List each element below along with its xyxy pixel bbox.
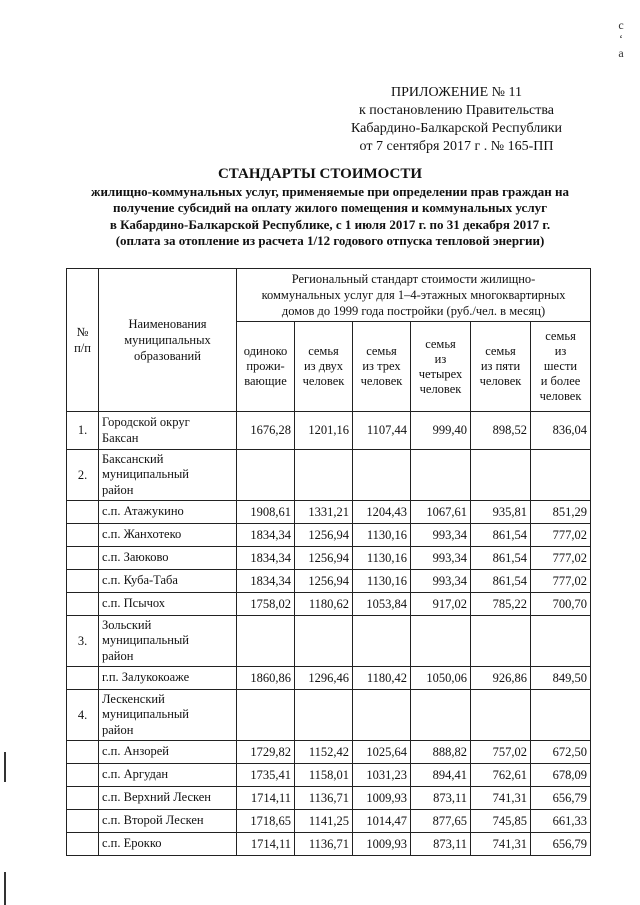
corner-marks — [614, 18, 628, 60]
cost-value: 1331,21 — [295, 501, 353, 524]
header-regional-standard: Региональный стандарт стоимости жилищно- коммунальных услуг для 1–4-этажных многоквартирных домов до 1999 года постройки (руб./чел. в месяц) — [237, 269, 591, 322]
cost-value — [237, 450, 295, 501]
cost-value: 1908,61 — [237, 501, 295, 524]
cost-value: 861,54 — [471, 570, 531, 593]
cost-value: 1256,94 — [295, 547, 353, 570]
cost-value: 1834,34 — [237, 524, 295, 547]
cost-value: 836,04 — [531, 412, 591, 450]
header-family-size: семья из трех человек — [353, 322, 411, 412]
cost-value: 1201,16 — [295, 412, 353, 450]
cost-value — [531, 690, 591, 741]
row-number — [67, 501, 99, 524]
cost-value: 672,50 — [531, 741, 591, 764]
table-row — [67, 810, 591, 833]
cost-value — [237, 616, 295, 667]
cost-value: 757,02 — [471, 741, 531, 764]
cost-value: 873,11 — [411, 787, 471, 810]
row-number — [67, 667, 99, 690]
cost-value: 777,02 — [531, 547, 591, 570]
subtitle-line: жилищно-коммунальных услуг, применяемые при определении прав граждан на — [91, 184, 569, 199]
cost-value: 1256,94 — [295, 570, 353, 593]
cost-value: 1130,16 — [353, 570, 411, 593]
cost-value: 1834,34 — [237, 570, 295, 593]
cost-value: 1158,01 — [295, 764, 353, 787]
cost-value — [411, 616, 471, 667]
margin-mark — [4, 872, 6, 905]
municipality-name: с.п. Анзорей — [99, 741, 237, 764]
municipality-name: с.п. Аргудан — [99, 764, 237, 787]
header-family-size: семья из пяти человек — [471, 322, 531, 412]
table-row — [67, 616, 591, 667]
cost-value: 861,54 — [471, 524, 531, 547]
header-family-size: семья из четырех человек — [411, 322, 471, 412]
cost-value: 785,22 — [471, 593, 531, 616]
cost-value: 762,61 — [471, 764, 531, 787]
cost-value: 1735,41 — [237, 764, 295, 787]
cost-value: 1107,44 — [353, 412, 411, 450]
cost-value: 1204,43 — [353, 501, 411, 524]
cost-value: 741,31 — [471, 787, 531, 810]
cost-value: 745,85 — [471, 810, 531, 833]
row-number: 4. — [67, 690, 99, 741]
cost-value: 888,82 — [411, 741, 471, 764]
cost-value: 656,79 — [531, 787, 591, 810]
table-row — [67, 547, 591, 570]
municipality-name: с.п. Атажукино — [99, 501, 237, 524]
cost-value: 1136,71 — [295, 787, 353, 810]
cost-value: 1136,71 — [295, 833, 353, 856]
cost-value: 1009,93 — [353, 787, 411, 810]
cost-value: 1860,86 — [237, 667, 295, 690]
cost-value: 700,70 — [531, 593, 591, 616]
cost-value: 1014,47 — [353, 810, 411, 833]
cost-value — [471, 616, 531, 667]
appendix-republic: Кабардино-Балкарской Республики — [351, 121, 562, 136]
municipality-name: с.п. Жанхотеко — [99, 524, 237, 547]
cost-value: 678,09 — [531, 764, 591, 787]
cost-value — [471, 450, 531, 501]
cost-value — [531, 616, 591, 667]
cost-value: 1130,16 — [353, 547, 411, 570]
cost-value — [295, 450, 353, 501]
subtitle-line: получение субсидий на оплату жилого помещения и коммунальных услуг — [112, 200, 548, 216]
cost-value: 1009,93 — [353, 833, 411, 856]
header-family-size: семья из двух человек — [295, 322, 353, 412]
cost-value: 873,11 — [411, 833, 471, 856]
municipality-name: с.п. Ерокко — [99, 833, 237, 856]
row-number — [67, 764, 99, 787]
cost-value — [411, 450, 471, 501]
cost-value: 1676,28 — [237, 412, 295, 450]
cost-value — [411, 690, 471, 741]
appendix-number: ПРИЛОЖЕНИЕ № 11 — [391, 85, 522, 100]
row-number — [67, 570, 99, 593]
table-row — [67, 667, 591, 690]
row-number — [67, 787, 99, 810]
header-number: № п/п — [67, 269, 99, 412]
cost-value: 661,33 — [531, 810, 591, 833]
municipality-name: с.п. Второй Лескен — [99, 810, 237, 833]
table-row — [67, 593, 591, 616]
municipality-name: с.п. Псычох — [99, 593, 237, 616]
cost-value: 1053,84 — [353, 593, 411, 616]
municipality-name: с.п. Куба-Таба — [99, 570, 237, 593]
municipality-name: с.п. Заюково — [99, 547, 237, 570]
appendix-date: от 7 сентября 2017 г . № 165-ПП — [359, 139, 554, 154]
municipality-name: Городской округ Баксан — [99, 412, 237, 450]
cost-value: 849,50 — [531, 667, 591, 690]
cost-value — [353, 616, 411, 667]
appendix-block — [351, 84, 562, 156]
cost-value — [295, 616, 353, 667]
corner-mark: ‘ — [619, 32, 623, 46]
cost-value: 1834,34 — [237, 547, 295, 570]
cost-value: 851,29 — [531, 501, 591, 524]
cost-value: 1067,61 — [411, 501, 471, 524]
municipality-name: Лескенский муниципальный район — [99, 690, 237, 741]
table-row — [67, 524, 591, 547]
table-row — [67, 570, 591, 593]
cost-value: 1031,23 — [353, 764, 411, 787]
appendix-decree: к постановлению Правительства — [358, 103, 555, 118]
cost-value — [295, 690, 353, 741]
cost-value: 877,65 — [411, 810, 471, 833]
cost-value: 935,81 — [471, 501, 531, 524]
cost-value: 1714,11 — [237, 833, 295, 856]
cost-value: 1729,82 — [237, 741, 295, 764]
cost-value — [531, 450, 591, 501]
header-municipality: Наименования муниципальных образований — [99, 269, 237, 412]
cost-value: 1130,16 — [353, 524, 411, 547]
subtitle-line: в Кабардино-Балкарской Республике, с 1 июля 2017 г. по 31 декабря 2017 г. — [109, 216, 551, 232]
corner-mark: с — [618, 18, 624, 32]
cost-value: 656,79 — [531, 833, 591, 856]
header-family-size: одиноко прожи- вающие — [237, 322, 295, 412]
table-row — [67, 787, 591, 810]
cost-value: 741,31 — [471, 833, 531, 856]
cost-value: 993,34 — [411, 547, 471, 570]
margin-mark — [4, 752, 6, 782]
table-row — [67, 501, 591, 524]
municipality-name: Баксанский муниципальный район — [99, 450, 237, 501]
cost-value: 894,41 — [411, 764, 471, 787]
subtitle-line: (оплата за отопление из расчета 1/12 годового отпуска тепловой энергии) — [115, 233, 545, 249]
cost-value: 777,02 — [531, 570, 591, 593]
cost-value — [471, 690, 531, 741]
cost-value: 1025,64 — [353, 741, 411, 764]
row-number — [67, 593, 99, 616]
table-row — [67, 690, 591, 741]
document-subtitle — [40, 184, 620, 250]
document-title: СТАНДАРТЫ СТОИМОСТИ — [217, 166, 423, 182]
cost-value: 1256,94 — [295, 524, 353, 547]
row-number — [67, 547, 99, 570]
cost-value — [353, 690, 411, 741]
cost-value: 1152,42 — [295, 741, 353, 764]
cost-value: 1714,11 — [237, 787, 295, 810]
cost-value: 926,86 — [471, 667, 531, 690]
cost-value: 1180,62 — [295, 593, 353, 616]
row-number: 3. — [67, 616, 99, 667]
standards-table — [66, 268, 591, 856]
municipality-name: г.п. Залукокоаже — [99, 667, 237, 690]
cost-value: 1141,25 — [295, 810, 353, 833]
header-family-size: семья из шести и более человек — [531, 322, 591, 412]
row-number: 1. — [67, 412, 99, 450]
row-number — [67, 810, 99, 833]
table-row — [67, 833, 591, 856]
cost-value: 1050,06 — [411, 667, 471, 690]
cost-value: 1758,02 — [237, 593, 295, 616]
cost-value: 993,34 — [411, 570, 471, 593]
municipality-name: Зольский муниципальный район — [99, 616, 237, 667]
cost-value: 898,52 — [471, 412, 531, 450]
corner-mark: а — [618, 46, 624, 60]
table-row — [67, 450, 591, 501]
cost-value: 1180,42 — [353, 667, 411, 690]
table-row — [67, 741, 591, 764]
cost-value: 1296,46 — [295, 667, 353, 690]
cost-value: 917,02 — [411, 593, 471, 616]
cost-value: 777,02 — [531, 524, 591, 547]
cost-value: 1718,65 — [237, 810, 295, 833]
cost-value — [353, 450, 411, 501]
row-number — [67, 741, 99, 764]
cost-value: 993,34 — [411, 524, 471, 547]
municipality-name: с.п. Верхний Лескен — [99, 787, 237, 810]
table-row — [67, 412, 591, 450]
cost-value: 999,40 — [411, 412, 471, 450]
cost-value — [237, 690, 295, 741]
row-number — [67, 524, 99, 547]
row-number — [67, 833, 99, 856]
table-row — [67, 764, 591, 787]
cost-value: 861,54 — [471, 547, 531, 570]
row-number: 2. — [67, 450, 99, 501]
